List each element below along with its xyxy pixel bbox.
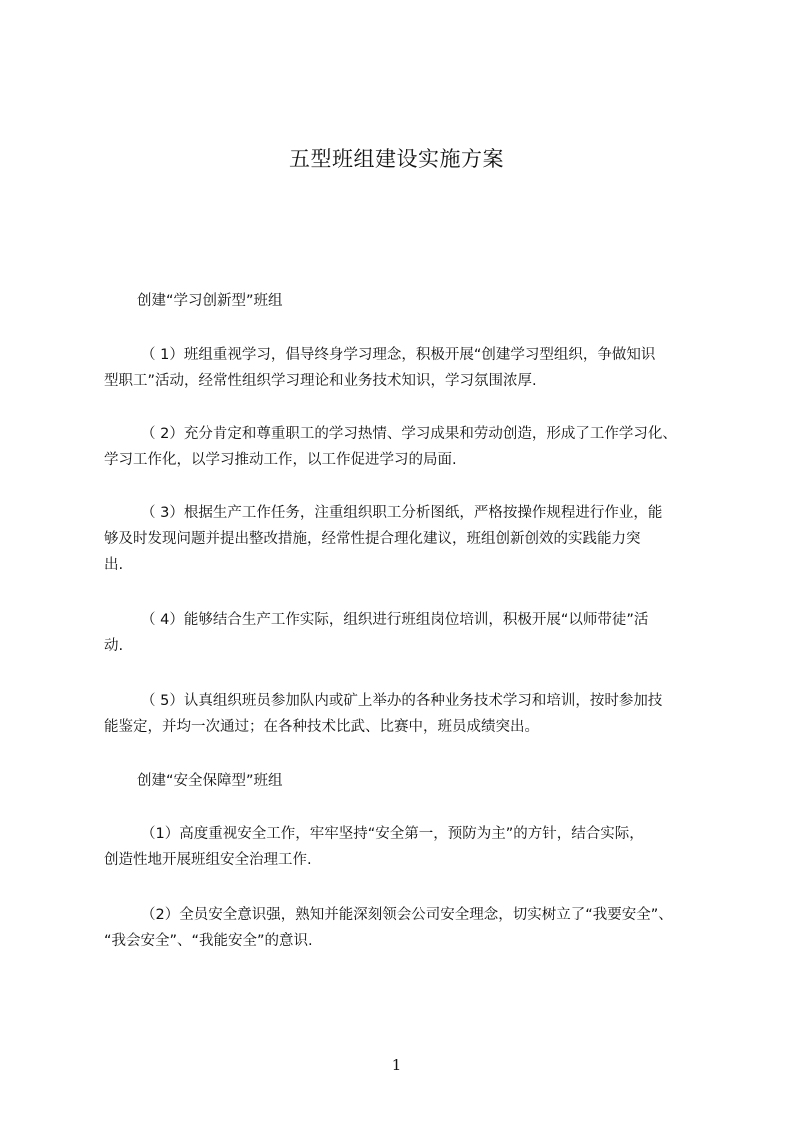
page-number: 1: [391, 1056, 402, 1074]
paragraph-line: （ 5）认真组织班员参加队内或矿上举办的各种业务技术学习和培训，按时参加技: [141, 693, 663, 709]
paragraph-6: [104, 821, 720, 873]
paragraph-line: （ 1）班组重视学习，倡导终身学习理念，积极开展“创建学习型组织，争做知识: [141, 347, 656, 363]
paragraph-7: [104, 902, 720, 954]
paragraph-line: 创造性地开展班组安全治理工作.: [104, 852, 312, 868]
paragraph-line: （ 3）根据生产工作任务，注重组织职工分析图纸，严格按操作规程进行作业，能: [141, 505, 663, 521]
paragraph-line: （ 2）充分肯定和尊重职工的学习热情、学习成果和劳动创造，形成了工作学习化、: [141, 426, 677, 442]
section-heading-learning: 创建“学习创新型”班组: [137, 293, 283, 309]
paragraph-1: [104, 342, 720, 394]
page-title: 五型班组建设实施方案: [289, 147, 504, 171]
paragraph-line: “我会安全”、“我能安全”的意识.: [104, 933, 313, 949]
paragraph-line: （2）全员安全意识强，熟知并能深刻领会公司安全理念，切实树立了“我要安全”、: [141, 907, 673, 923]
paragraph-line: 出.: [104, 557, 124, 573]
paragraph-line: 够及时发现问题并提出整改措施，经常性提合理化建议，班组创新创效的实践能力突: [104, 531, 641, 547]
paragraph-3: [104, 500, 720, 578]
paragraph-line: 型职工”活动，经常性组织学习理论和业务技术知识，学习氛围浓厚.: [104, 373, 537, 389]
section-heading-safety: 创建“安全保障型”班组: [137, 773, 283, 789]
paragraph-line: （1）高度重视安全工作，牢牢坚持“安全第一，预防为主”的方针，结合实际，: [141, 826, 644, 842]
paragraph-line: 动.: [104, 638, 124, 654]
paragraph-4: [104, 607, 720, 659]
paragraph-2: [104, 421, 720, 473]
paragraph-line: 学习工作化，以学习推动工作，以工作促进学习的局面.: [104, 452, 457, 468]
paragraph-line: 能鉴定，并均一次通过；在各种技术比武、比赛中，班员成绩突出。: [104, 719, 539, 735]
paragraph-line: （ 4）能够结合生产工作实际，组织进行班组岗位培训，积极开展“以师带徒”活: [141, 612, 649, 628]
paragraph-5: [104, 688, 720, 740]
